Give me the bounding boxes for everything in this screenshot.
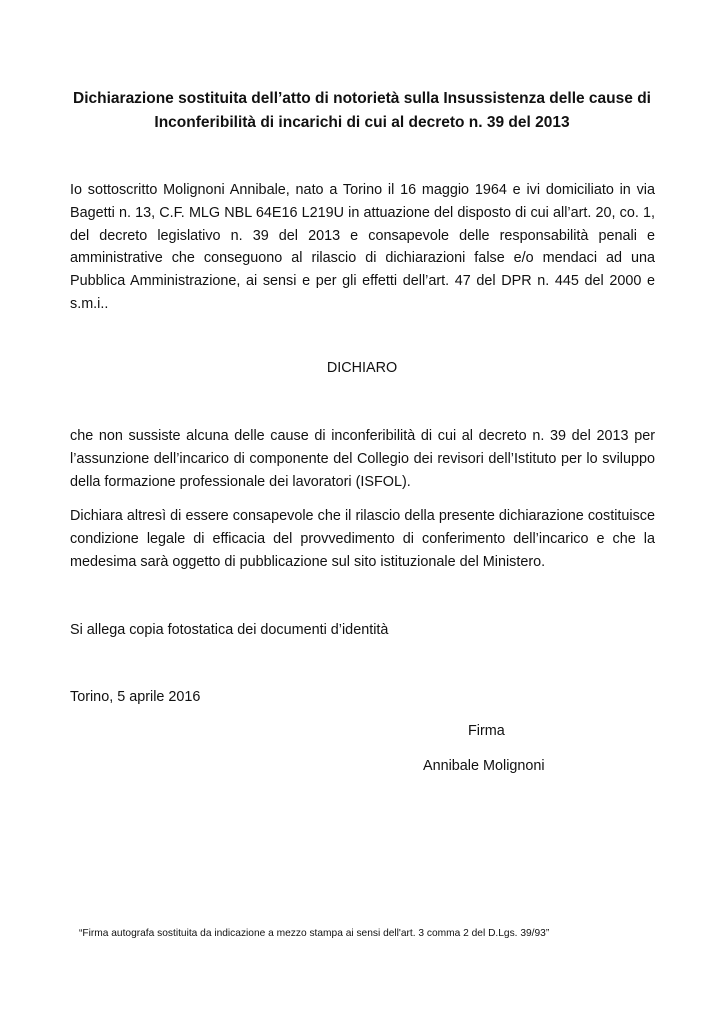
declaration-heading: DICHIARO [326,360,398,376]
signature-label: Firma [468,723,505,739]
signer-name: Annibale Molignoni [423,758,545,774]
title-line-2: Inconferibilità di incarichi di cui al decreto n. 39 del 2013 [154,114,570,131]
document-title [70,87,654,135]
declaration-paragraph: che non sussiste alcuna delle cause di inconferibilità di cui al decreto n. 39 del 2013 per l’assunzione dell’incarico di componente del Collegio dei revisori dell’Istituto per lo sviluppo della formazione professionale dei lavoratori (ISFOL). [70,428,655,490]
intro-paragraph: Io sottoscritto Molignoni Annibale, nato a Torino il 16 maggio 1964 e ivi domiciliato in via Bagetti n. 13, C.F. MLG NBL 64E16 L219U in attuazione del disposto di cui all’art. 20, co. 1, del decreto legislativo n. 39 del 2013 e consapevole delle responsabilità penali e amministrative che conseguono al rilascio di dichiarazioni false e/o mendaci ad una Pubblica Amministrazione, ai sensi e per gli effetti dell’art. 47 del DPR n. 445 del 2000 e s.m.i.. [70,182,655,312]
place-date: Torino, 5 aprile 2016 [70,689,201,705]
attachment-note: Si allega copia fotostatica dei documenti d’identità [70,622,389,638]
title-line-1: Dichiarazione sostituita dell’atto di notorietà sulla Insussistenza delle cause di [73,90,651,107]
awareness-paragraph: Dichiara altresì di essere consapevole che il rilascio della presente dichiarazione costituisce condizione legale di efficacia del provvedimento di conferimento dell’incarico e che la medesima sarà oggetto di pubblicazione sul sito istituzionale del Ministero. [70,508,655,570]
footnote: “Firma autografa sostituita da indicazione a mezzo stampa ai sensi dell'art. 3 comma 2 del D.Lgs. 39/93” [79,928,550,939]
